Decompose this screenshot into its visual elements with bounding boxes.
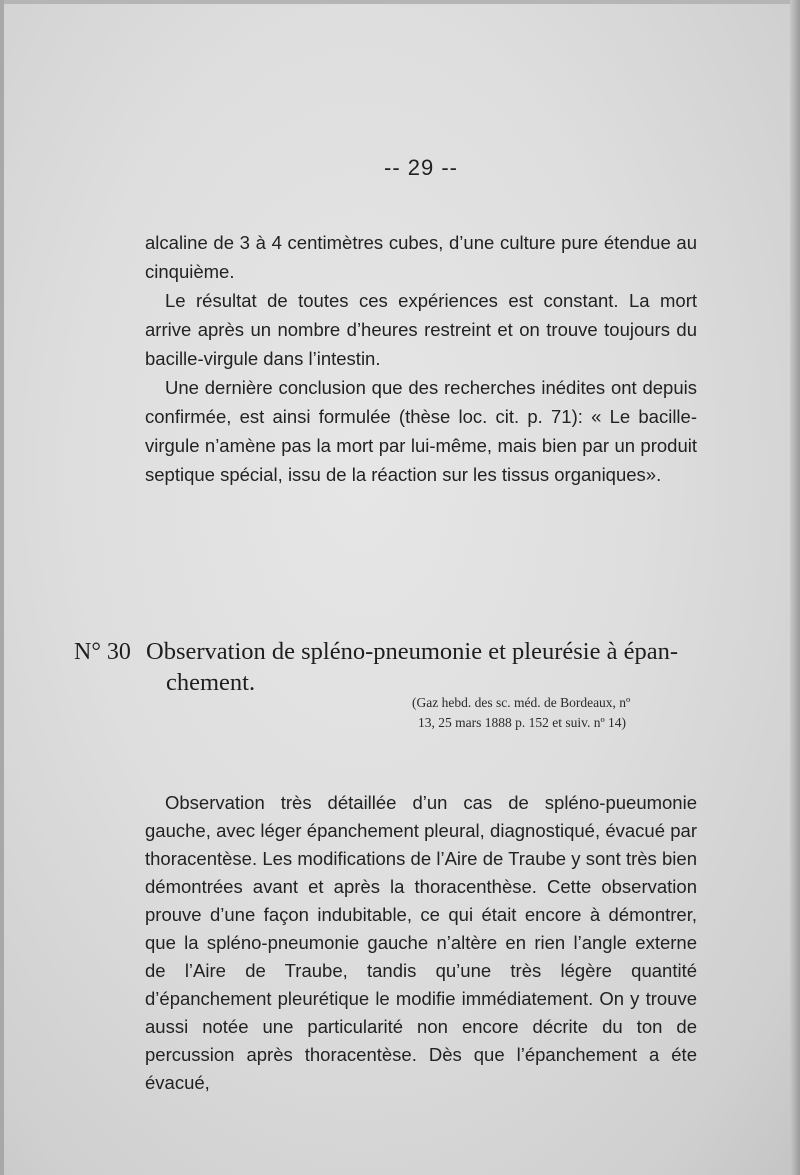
reference-line-2: 13, 25 mars 1888 p. 152 et suiv. nº 14) <box>418 715 627 730</box>
observation-number: N° 30 <box>74 639 131 665</box>
page-edge-top <box>0 0 800 4</box>
observation-body <box>145 789 697 1097</box>
observation-body-paragraph: Observation très détaillée d’un cas de spléno-pueumonie gauche, avec léger épanchement pleural, diagnostiqué, évacué par thoracentèse. Les modifications de l’Aire de Traube y sont très bien démontrées avant et après la thoracenthèse. Cette observation prouve d’une façon indubitable, ce qui était encore à démontrer, que la spléno-pneumonie gauche n’altère en rien l’angle externe de l’Aire de Traube, tandis qu’une très légère quantité d’épanchement pleurétique le modifie immédiatement. On y trouve aussi notée une particularité non encore décrite du ton de percussion après thoracentèse. Dès que l’épanchement a éte évacué, <box>145 792 697 1093</box>
paragraph-continuation: alcaline de 3 à 4 centimètres cubes, d’une culture pure étendue au cinquième. <box>145 232 697 282</box>
page-number: -- 29 -- <box>384 155 458 180</box>
paragraph-conclusion: Une dernière conclusion que des recherches inédites ont depuis confirmée, est ainsi formulée (thèse loc. cit. p. 71): « Le bacille-virgule n’amène pas la mort par lui-même, mais bien par un produit septique spécial, issu de la réaction sur les tissus organiques». <box>145 377 697 485</box>
observation-title <box>146 636 698 698</box>
observation-title-line-1: Observation de spléno-pneumonie et pleurésie à épan- <box>146 638 679 665</box>
observation-title-line-2: chement. <box>166 669 256 696</box>
reference-line-1: (Gaz hebd. des sc. méd. de Bordeaux, nº <box>412 695 631 710</box>
text-block-top <box>145 228 697 489</box>
paragraph-result: Le résultat de toutes ces expériences est constant. La mort arrive après un nombre d’heures restreint et on trouve toujours du bacille-virgule dans l’intestin. <box>145 290 697 369</box>
observation-reference <box>412 693 704 733</box>
